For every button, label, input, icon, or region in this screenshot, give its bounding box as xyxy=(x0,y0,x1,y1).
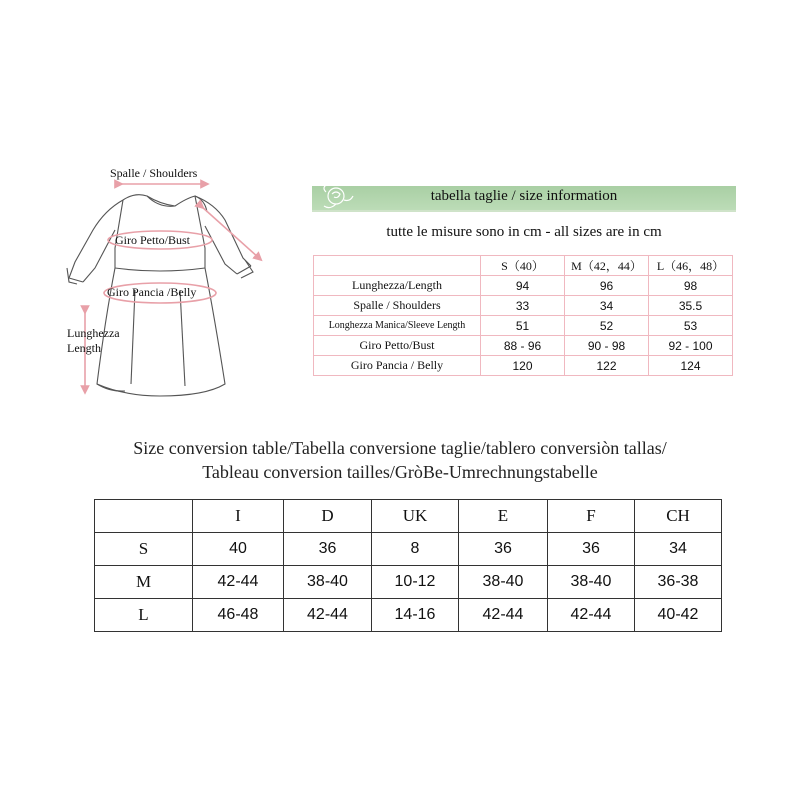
table-cell: 124 xyxy=(649,356,733,376)
table-cell: 51 xyxy=(481,316,565,336)
table-cell: 96 xyxy=(565,276,649,296)
size-info-header-cell xyxy=(314,256,481,276)
size-label: L xyxy=(95,599,193,632)
table-row xyxy=(314,296,733,316)
table-row xyxy=(95,566,722,599)
conversion-title-line1: Size conversion table/Tabella conversione taglie/tablero conversiòn tallas/ xyxy=(133,438,667,458)
size-info-table xyxy=(313,255,733,376)
size-info-header-cell: S（40） xyxy=(481,256,565,276)
table-row xyxy=(95,599,722,632)
table-cell: 53 xyxy=(649,316,733,336)
table-cell: 38-40 xyxy=(284,566,372,599)
size-info-header-cell: L（46，48） xyxy=(649,256,733,276)
conversion-header-cell: F xyxy=(548,500,635,533)
table-cell: 38-40 xyxy=(548,566,635,599)
bust-label: Giro Petto/Bust xyxy=(115,233,191,247)
table-cell: 52 xyxy=(565,316,649,336)
table-row xyxy=(95,533,722,566)
conversion-header-cell: I xyxy=(193,500,284,533)
table-cell: 42-44 xyxy=(193,566,284,599)
table-cell: 36 xyxy=(548,533,635,566)
row-label: Giro Petto/Bust xyxy=(314,336,481,356)
table-cell: 42-44 xyxy=(548,599,635,632)
table-cell: 34 xyxy=(565,296,649,316)
row-label: Longhezza Manica/Sleeve Length xyxy=(314,316,481,336)
table-cell: 10-12 xyxy=(372,566,459,599)
table-cell: 36-38 xyxy=(635,566,722,599)
table-cell: 38-40 xyxy=(459,566,548,599)
table-cell: 35.5 xyxy=(649,296,733,316)
table-cell: 88 - 96 xyxy=(481,336,565,356)
size-info-header-row xyxy=(314,256,733,276)
belly-label: Giro Pancia /Belly xyxy=(107,285,197,299)
table-cell: 36 xyxy=(459,533,548,566)
table-cell: 36 xyxy=(284,533,372,566)
table-cell: 120 xyxy=(481,356,565,376)
banner-title: tabella taglie / size information xyxy=(430,188,618,204)
dress-diagram xyxy=(55,160,285,410)
table-row xyxy=(314,316,733,336)
conversion-header-cell: D xyxy=(284,500,372,533)
row-label: Lunghezza/Length xyxy=(314,276,481,296)
table-row xyxy=(314,356,733,376)
size-label: M xyxy=(95,566,193,599)
table-row xyxy=(314,276,733,296)
table-cell: 8 xyxy=(372,533,459,566)
conversion-title-line2: Tableau conversion tailles/GròBe-Umrechnungstabelle xyxy=(202,462,598,482)
length-label-line1: Lunghezza xyxy=(67,326,120,340)
table-cell: 40-42 xyxy=(635,599,722,632)
table-cell: 14-16 xyxy=(372,599,459,632)
size-info-header-cell: M（42，44） xyxy=(565,256,649,276)
conversion-table xyxy=(94,499,722,632)
conversion-header-row xyxy=(95,500,722,533)
conversion-header-cell xyxy=(95,500,193,533)
table-cell: 34 xyxy=(635,533,722,566)
table-cell: 98 xyxy=(649,276,733,296)
table-cell: 42-44 xyxy=(459,599,548,632)
table-cell: 46-48 xyxy=(193,599,284,632)
size-label: S xyxy=(95,533,193,566)
table-cell: 94 xyxy=(481,276,565,296)
row-label: Spalle / Shoulders xyxy=(314,296,481,316)
table-cell: 40 xyxy=(193,533,284,566)
conversion-header-cell: CH xyxy=(635,500,722,533)
table-cell: 122 xyxy=(565,356,649,376)
table-cell: 33 xyxy=(481,296,565,316)
shoulders-label: Spalle / Shoulders xyxy=(110,166,198,180)
table-cell: 92 - 100 xyxy=(649,336,733,356)
conversion-title xyxy=(60,436,740,484)
conversion-header-cell: UK xyxy=(372,500,459,533)
table-cell: 42-44 xyxy=(284,599,372,632)
length-label-line2: Length xyxy=(67,341,101,355)
row-label: Giro Pancia / Belly xyxy=(314,356,481,376)
table-row xyxy=(314,336,733,356)
size-info-banner xyxy=(312,186,736,212)
conversion-header-cell: E xyxy=(459,500,548,533)
table-cell: 90 - 98 xyxy=(565,336,649,356)
units-note: tutte le misure sono in cm - all sizes are in cm xyxy=(386,224,662,240)
